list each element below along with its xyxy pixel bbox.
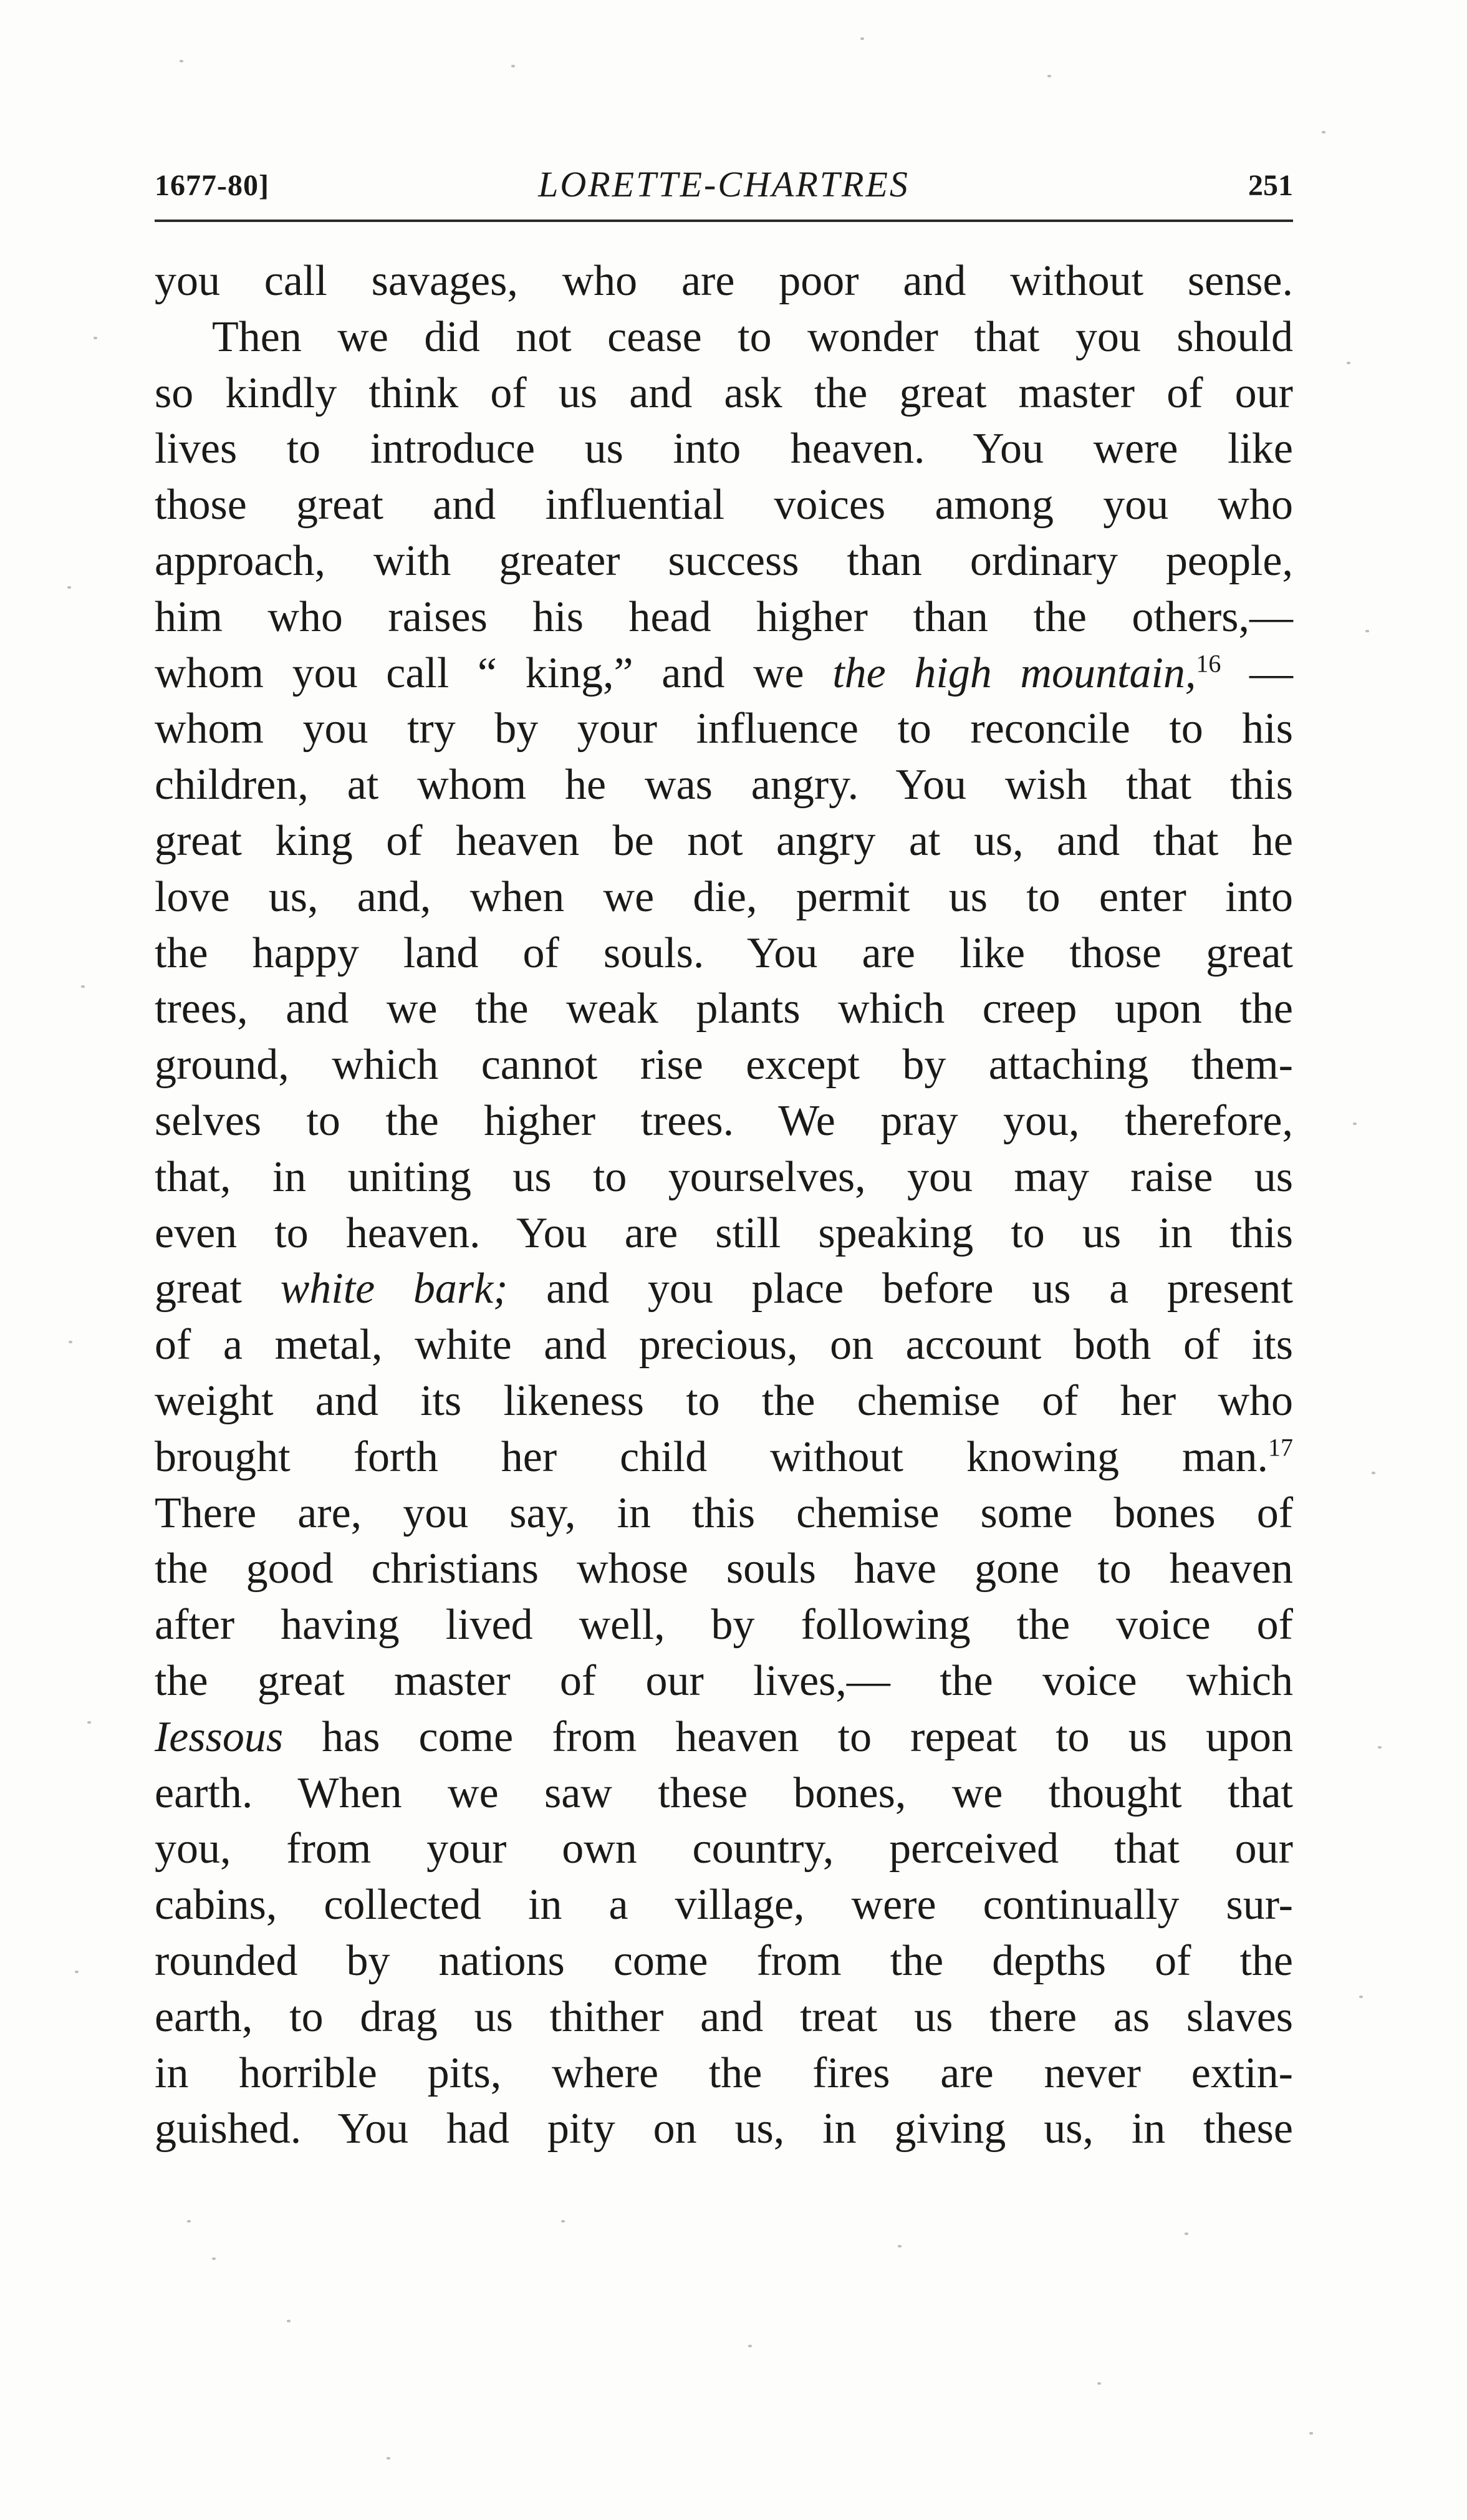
text-segment: children, at whom he was angry. You wish that this — [155, 761, 1293, 809]
text-line — [155, 813, 1293, 869]
text-segment: after having lived well, by following the voice of — [155, 1601, 1293, 1649]
header-rule — [155, 220, 1293, 222]
text-segment: those great and influential voices among you who — [155, 481, 1293, 529]
text-line — [155, 1877, 1293, 1933]
text-segment: guished. You had pity on us, in giving us, in these — [155, 2105, 1293, 2153]
text-line — [155, 477, 1293, 533]
running-head — [155, 161, 1293, 205]
text-segment: great — [155, 1265, 281, 1313]
text-segment: you call savages, who are poor and without sense. — [155, 257, 1293, 305]
text-line — [155, 253, 1293, 309]
footnote-marker: 16 — [1196, 649, 1221, 678]
text-segment: the high mountain, — [832, 649, 1196, 697]
print-speck — [69, 1341, 72, 1343]
text-line — [155, 1373, 1293, 1429]
print-speck — [1097, 2382, 1101, 2385]
text-line — [155, 533, 1293, 589]
text-segment: the happy land of souls. You are like those great — [155, 929, 1293, 977]
print-speck — [87, 1721, 91, 1724]
text-segment: brought forth her child without knowing man. — [155, 1432, 1268, 1481]
text-segment: in horrible pits, where the fires are never extin- — [155, 2049, 1293, 2097]
text-line — [155, 2101, 1293, 2157]
print-speck — [387, 2457, 390, 2460]
print-speck — [81, 985, 85, 988]
text-segment: him who raises his head higher than the others,— — [155, 592, 1293, 641]
text-line — [155, 645, 1293, 702]
text-segment: lives to introduce us into heaven. You were like — [155, 425, 1293, 473]
text-line — [155, 757, 1293, 813]
text-line — [155, 1709, 1293, 1765]
text-segment: Iessous — [155, 1712, 284, 1761]
text-segment: and you place before us a present — [507, 1265, 1294, 1313]
print-speck — [1359, 1996, 1363, 1998]
text-segment: whom you call “ king,” and we — [155, 649, 833, 697]
text-line — [155, 925, 1293, 982]
print-speck — [1353, 1122, 1357, 1125]
text-segment: whom you try by your influence to reconcile to his — [155, 705, 1293, 753]
print-speck — [94, 337, 97, 339]
text-line — [155, 1933, 1293, 1989]
print-speck — [1365, 630, 1369, 632]
text-line — [155, 1541, 1293, 1597]
print-speck — [511, 65, 515, 67]
footnote-marker: 17 — [1268, 1433, 1293, 1462]
print-speck — [287, 2320, 291, 2322]
print-speck — [75, 1971, 79, 1973]
text-segment: approach, with greater success than ordinary people, — [155, 536, 1293, 585]
text-line — [155, 1037, 1293, 1093]
text-line — [155, 309, 1293, 365]
text-segment: selves to the higher trees. We pray you, therefore, — [155, 1096, 1293, 1145]
text-segment: you, from your own country, perceived that our — [155, 1825, 1293, 1873]
text-segment: ground, which cannot rise except by attaching them- — [155, 1041, 1293, 1089]
text-segment: earth, to drag us thither and treat us there as slaves — [155, 1992, 1293, 2041]
print-speck — [187, 2220, 191, 2223]
text-line — [155, 869, 1293, 925]
text-line — [155, 589, 1293, 645]
text-line — [155, 1149, 1293, 1205]
text-segment: cabins, collected in a village, were continually sur- — [155, 1881, 1293, 1929]
text-segment: — — [1221, 649, 1294, 697]
text-line — [155, 365, 1293, 422]
text-line — [155, 1765, 1293, 1822]
text-segment: great king of heaven be not angry at us, and that he — [155, 816, 1293, 865]
text-segment: earth. When we saw these bones, we thought that — [155, 1769, 1293, 1817]
text-segment: that, in uniting us to yourselves, you may raise us — [155, 1152, 1293, 1201]
print-speck — [561, 2220, 565, 2223]
text-segment: so kindly think of us and ask the great master of our — [155, 369, 1293, 417]
print-speck — [1322, 131, 1325, 133]
text-segment: trees, and we the weak plants which creep upon the — [155, 985, 1293, 1033]
print-speck — [212, 2257, 216, 2260]
text-segment: love us, and, when we die, permit us to enter into — [155, 872, 1293, 921]
body-text — [155, 253, 1293, 2157]
text-segment: even to heaven. You are still speaking to us in this — [155, 1209, 1293, 1257]
print-speck — [1185, 2233, 1188, 2235]
print-speck — [180, 60, 183, 62]
text-segment: Then we did not cease to wonder that you should — [212, 312, 1293, 361]
text-line — [155, 981, 1293, 1037]
text-line — [155, 1261, 1293, 1317]
text-segment: weight and its likeness to the chemise of her who — [155, 1376, 1293, 1425]
print-speck — [1309, 2432, 1313, 2435]
running-title: LORETTE-CHARTRES — [538, 164, 910, 205]
text-line — [155, 1821, 1293, 1877]
text-line — [155, 1093, 1293, 1149]
text-segment: white bark; — [280, 1265, 508, 1313]
text-segment: of a metal, white and precious, on account both of its — [155, 1321, 1293, 1369]
text-line — [155, 701, 1293, 757]
text-line — [155, 1485, 1293, 1542]
text-line — [155, 1653, 1293, 1709]
text-segment: the great master of our lives,— the voice which — [155, 1656, 1293, 1705]
print-speck — [748, 2345, 752, 2347]
print-speck — [860, 37, 864, 40]
print-speck — [1347, 362, 1350, 364]
text-line — [155, 1429, 1293, 1485]
text-segment: There are, you say, in this chemise some bones of — [155, 1489, 1293, 1537]
text-line — [155, 1989, 1293, 2045]
text-segment: rounded by nations come from the depths of the — [155, 1936, 1293, 1985]
text-line — [155, 1205, 1293, 1262]
text-line — [155, 1317, 1293, 1373]
text-segment: the good christians whose souls have gone to heaven — [155, 1545, 1293, 1593]
text-line — [155, 421, 1293, 477]
text-line — [155, 1597, 1293, 1653]
text-line — [155, 2045, 1293, 2102]
print-speck — [1372, 1472, 1375, 1474]
page-date-range: 1677-80] — [155, 169, 269, 202]
print-speck — [898, 2245, 902, 2247]
print-speck — [1047, 75, 1051, 77]
print-speck — [1378, 1746, 1382, 1749]
page-number: 251 — [1248, 169, 1293, 202]
text-segment: has come from heaven to repeat to us upon — [283, 1712, 1293, 1761]
print-speck — [67, 586, 71, 589]
